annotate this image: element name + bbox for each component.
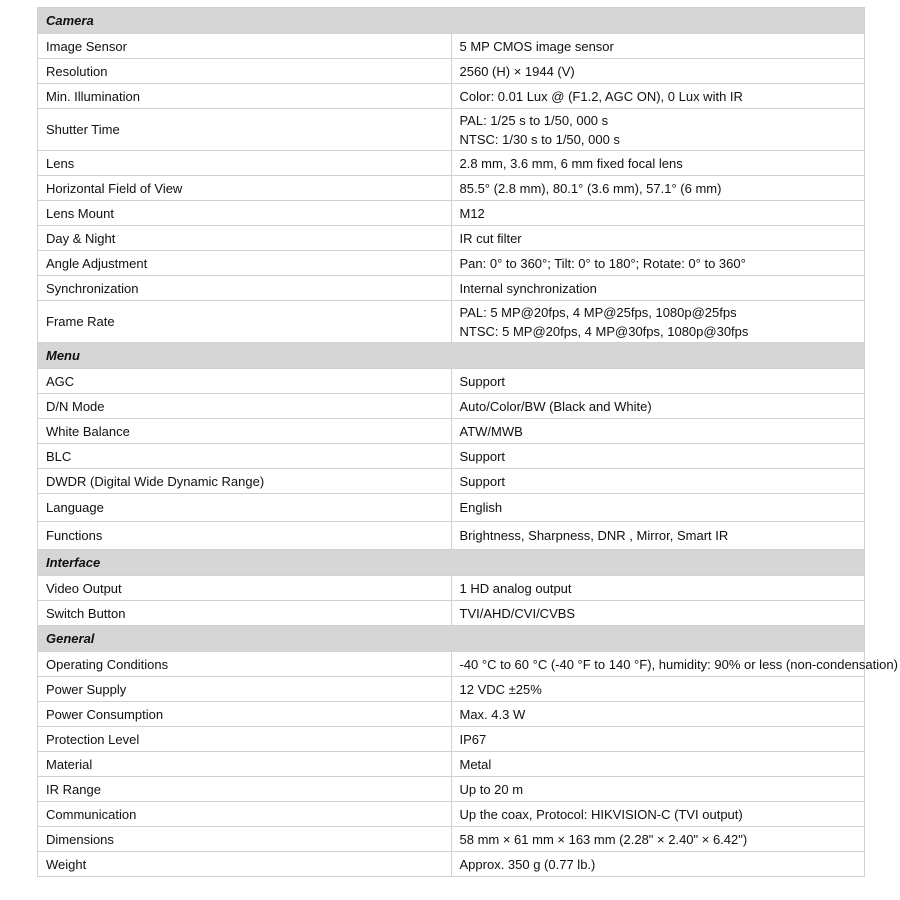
table-row [38, 727, 865, 752]
spec-value [451, 84, 865, 109]
spec-value-line: ATW/MWB [459, 423, 523, 439]
table-row [38, 369, 865, 394]
spec-table [37, 7, 898, 877]
spec-key: Operating Conditions [38, 652, 452, 677]
spec-value-line: Color: 0.01 Lux @ (F1.2, AGC ON), 0 Lux with IR [459, 88, 743, 104]
spec-value [451, 469, 865, 494]
spec-value-line: IR cut filter [459, 230, 522, 246]
spec-key: White Balance [38, 419, 452, 444]
spec-value [451, 777, 865, 802]
spec-key: AGC [38, 369, 452, 394]
spec-value [451, 419, 865, 444]
spec-value-line: 1 HD analog output [459, 580, 572, 596]
table-row [38, 601, 865, 626]
table-row [38, 34, 865, 59]
spec-key: Protection Level [38, 727, 452, 752]
spec-value [451, 827, 865, 852]
spec-key: IR Range [38, 777, 452, 802]
spec-key: BLC [38, 444, 452, 469]
spec-value-line: Support [459, 373, 506, 389]
spec-value-line: IP67 [459, 731, 487, 747]
spec-key: Resolution [38, 59, 452, 84]
section-title: Camera [38, 8, 865, 34]
spec-value [451, 394, 865, 419]
table-row [38, 777, 865, 802]
spec-value-line: Up to 20 m [459, 781, 524, 797]
table-row [38, 59, 865, 84]
spec-value [451, 34, 865, 59]
table-row [38, 419, 865, 444]
spec-value [451, 494, 865, 522]
spec-key: DWDR (Digital Wide Dynamic Range) [38, 469, 452, 494]
spec-key: Lens Mount [38, 201, 452, 226]
spec-value-line: PAL: 5 MP@20fps, 4 MP@25fps, 1080p@25fps [459, 304, 737, 320]
table-row [38, 652, 865, 677]
spec-key: Dimensions [38, 827, 452, 852]
section-header-interface [38, 550, 865, 576]
table-row [38, 276, 865, 301]
table-row [38, 576, 865, 601]
spec-value [451, 752, 865, 777]
section-title: Interface [38, 550, 865, 576]
spec-value-line: PAL: 1/25 s to 1/50, 000 s [459, 112, 609, 128]
table-row [38, 109, 865, 151]
spec-value-line: Brightness, Sharpness, DNR , Mirror, Smart IR [459, 528, 729, 543]
table-row [38, 201, 865, 226]
spec-key: D/N Mode [38, 394, 452, 419]
section-title: General [38, 626, 865, 652]
spec-key: Communication [38, 802, 452, 827]
section-header-camera [38, 8, 865, 34]
table-row [38, 852, 865, 877]
spec-value-line: 58 mm × 61 mm × 163 mm (2.28" × 2.40" × 6.42") [459, 831, 748, 847]
spec-key: Lens [38, 151, 452, 176]
table-row [38, 702, 865, 727]
spec-value [451, 59, 865, 84]
spec-key: Day & Night [38, 226, 452, 251]
table-row [38, 301, 865, 343]
table-row [38, 394, 865, 419]
spec-key: Video Output [38, 576, 452, 601]
spec-value [451, 276, 865, 301]
spec-value [451, 802, 865, 827]
table-row [38, 151, 865, 176]
spec-value [451, 444, 865, 469]
spec-value [451, 176, 865, 201]
spec-key: Horizontal Field of View [38, 176, 452, 201]
spec-value [451, 109, 865, 151]
spec-value-line: Support [459, 473, 506, 489]
table-row [38, 827, 865, 852]
section-title: Menu [38, 343, 865, 369]
spec-key: Min. Illumination [38, 84, 452, 109]
table-row [38, 802, 865, 827]
spec-value [451, 151, 865, 176]
spec-key: Image Sensor [38, 34, 452, 59]
spec-value [451, 251, 865, 276]
spec-value-line: Pan: 0° to 360°; Tilt: 0° to 180°; Rotate: 0° to 360° [459, 255, 746, 271]
spec-value-line: Internal synchronization [459, 280, 597, 296]
spec-key: Language [38, 494, 452, 522]
section-header-general [38, 626, 865, 652]
spec-value [451, 522, 865, 550]
spec-value-line: TVI/AHD/CVI/CVBS [459, 605, 576, 621]
spec-key: Weight [38, 852, 452, 877]
table-row [38, 752, 865, 777]
spec-value-line: 5 MP CMOS image sensor [459, 38, 614, 54]
spec-value [451, 702, 865, 727]
spec-value [451, 301, 865, 343]
spec-key: Switch Button [38, 601, 452, 626]
spec-value [451, 852, 865, 877]
spec-value-line: English [459, 500, 503, 515]
table-row [38, 522, 865, 550]
spec-value-line: Max. 4.3 W [459, 706, 526, 722]
table-row [38, 251, 865, 276]
spec-value-line: Up the coax, Protocol: HIKVISION-C (TVI output) [459, 806, 743, 822]
spec-table-body [38, 8, 898, 877]
table-row [38, 226, 865, 251]
spec-key: Material [38, 752, 452, 777]
table-row [38, 469, 865, 494]
spec-key: Angle Adjustment [38, 251, 452, 276]
spec-value [451, 601, 865, 626]
spec-value [451, 201, 865, 226]
spec-key: Synchronization [38, 276, 452, 301]
spec-value-line: 85.5° (2.8 mm), 80.1° (3.6 mm), 57.1° (6 mm) [459, 180, 722, 196]
spec-value-line: Metal [459, 756, 492, 772]
spec-key: Frame Rate [38, 301, 452, 343]
spec-value [451, 727, 865, 752]
spec-value-line: NTSC: 5 MP@20fps, 4 MP@30fps, 1080p@30fps [459, 323, 749, 339]
spec-key: Power Supply [38, 677, 452, 702]
spec-value [451, 576, 865, 601]
spec-value-line: Auto/Color/BW (Black and White) [459, 398, 652, 414]
spec-value-line: 12 VDC ±25% [459, 681, 542, 697]
spec-value-line: Approx. 350 g (0.77 lb.) [459, 856, 596, 872]
spec-value [451, 652, 898, 677]
table-row [38, 84, 865, 109]
spec-value-line: 2.8 mm, 3.6 mm, 6 mm fixed focal lens [459, 155, 683, 171]
spec-key: Power Consumption [38, 702, 452, 727]
spec-value-line: 2560 (H) × 1944 (V) [459, 63, 575, 79]
spec-value-line: -40 °C to 60 °C (-40 °F to 140 °F), humidity: 90% or less (non-condensation) [459, 656, 898, 672]
spec-value-line: NTSC: 1/30 s to 1/50, 000 s [459, 131, 620, 147]
table-row [38, 494, 865, 522]
spec-key: Shutter Time [38, 109, 452, 151]
table-row [38, 176, 865, 201]
spec-value-line: Support [459, 448, 506, 464]
spec-key: Functions [38, 522, 452, 550]
table-row [38, 444, 865, 469]
spec-value [451, 369, 865, 394]
spec-value [451, 677, 865, 702]
spec-value-line: M12 [459, 205, 485, 221]
spec-value [451, 226, 865, 251]
section-header-menu [38, 343, 865, 369]
table-row [38, 677, 865, 702]
